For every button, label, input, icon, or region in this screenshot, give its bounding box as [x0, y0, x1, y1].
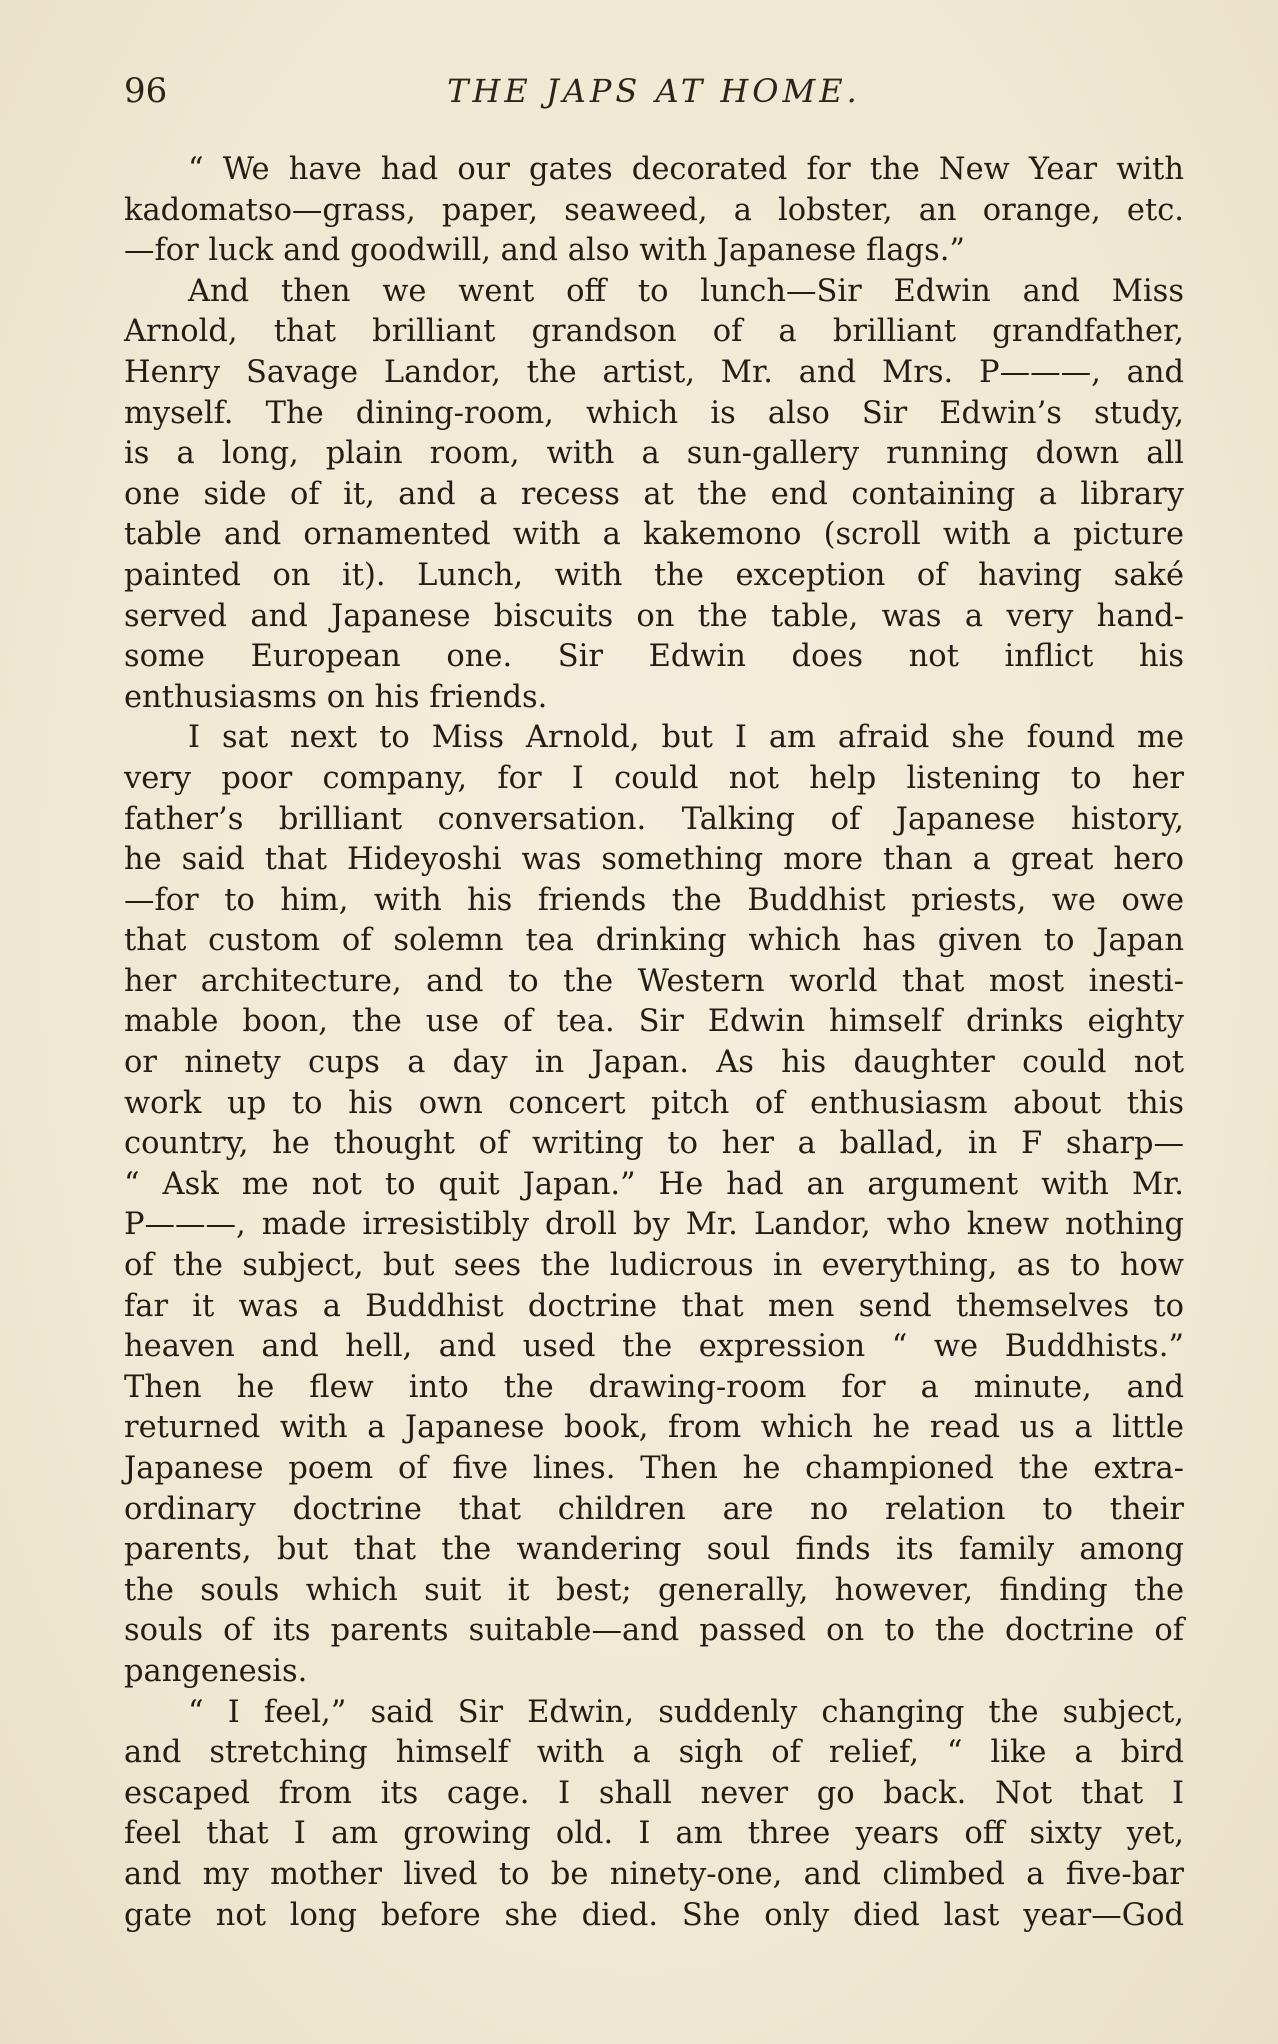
text-line: he said that Hideyoshi was something more than a great hero: [124, 842, 1184, 878]
text-line: far it was a Buddhist doctrine that men send themselves to: [124, 1288, 1184, 1324]
text-line: father’s brilliant conversation. Talking of Japanese history,: [124, 801, 1184, 837]
text-line: of the subject, but sees the ludicrous in everything, as to how: [124, 1248, 1184, 1284]
text-line: one side of it, and a recess at the end containing a library: [124, 476, 1184, 512]
text-line: work up to his own concert pitch of enthusiasm about this: [124, 1085, 1184, 1121]
text-line: country, he thought of writing to her a ballad, in F sharp—: [124, 1126, 1184, 1162]
text-line: and my mother lived to be ninety-one, and climbed a five-bar: [124, 1856, 1184, 1892]
text-line: Then he flew into the drawing-room for a minute, and: [124, 1369, 1184, 1405]
text-line: heaven and hell, and used the expression “ we Buddhists.”: [124, 1329, 1184, 1365]
text-line: is a long, plain room, with a sun-gallery running down all: [124, 436, 1184, 472]
text-line: “ We have had our gates decorated for the New Year with: [188, 152, 1184, 187]
text-line: her architecture, and to the Western world that most inesti-: [124, 963, 1184, 999]
text-line: Henry Savage Landor, the artist, Mr. and Mrs. P———, and: [124, 354, 1184, 390]
text-line: parents, but that the wandering soul finds its family among: [124, 1532, 1184, 1568]
text-line: mable boon, the use of tea. Sir Edwin himself drinks eighty: [124, 1004, 1184, 1040]
text-line: P———, made irresistibly droll by Mr. Landor, who knew nothing: [124, 1207, 1184, 1243]
text-line: some European one. Sir Edwin does not inflict his: [124, 639, 1184, 675]
text-line: “ Ask me not to quit Japan.” He had an argument with Mr.: [124, 1166, 1184, 1202]
text-line: souls of its parents suitable—and passed on to the doctrine of: [124, 1613, 1184, 1649]
text-line: “ I feel,” said Sir Edwin, suddenly changing the subject,: [188, 1694, 1184, 1730]
text-line: table and ornamented with a kakemono (scroll with a picture: [124, 517, 1184, 553]
page-number: 96: [124, 71, 168, 111]
text-line: painted on it). Lunch, with the exception of having saké: [124, 557, 1184, 593]
text-line: pangenesis.: [124, 1653, 308, 1689]
text-line: very poor company, for I could not help listening to her: [124, 760, 1184, 796]
text-line: Arnold, that brilliant grandson of a brilliant grandfather,: [124, 314, 1184, 350]
text-line: enthusiasms on his friends.: [124, 679, 548, 715]
text-line: returned with a Japanese book, from which he read us a little: [124, 1410, 1184, 1446]
text-line: or ninety cups a day in Japan. As his daughter could not: [124, 1045, 1184, 1081]
text-line: gate not long before she died. She only died last year—God: [124, 1897, 1184, 1933]
text-line: I sat next to Miss Arnold, but I am afraid she found me: [188, 720, 1184, 756]
text-line: —for to him, with his friends the Buddhist priests, we owe: [124, 882, 1184, 918]
text-line: myself. The dining-room, which is also Sir Edwin’s study,: [124, 395, 1184, 431]
text-line: feel that I am growing old. I am three years off sixty yet,: [124, 1816, 1184, 1852]
text-line: ordinary doctrine that children are no relation to their: [124, 1491, 1184, 1527]
text-line: And then we went off to lunch—Sir Edwin and Miss: [188, 273, 1184, 309]
running-head: THE JAPS AT HOME.: [447, 72, 861, 110]
text-line: that custom of solemn tea drinking which has given to Japan: [124, 923, 1184, 959]
text-line: —for luck and goodwill, and also with Japanese flags.”: [124, 233, 966, 269]
text-line: Japanese poem of five lines. Then he championed the extra-: [124, 1451, 1184, 1486]
text-line: escaped from its cage. I shall never go back. Not that I: [124, 1775, 1184, 1811]
text-line: and stretching himself with a sigh of relief, “ like a bird: [124, 1735, 1184, 1771]
text-line: the souls which suit it best; generally, however, finding the: [124, 1572, 1184, 1608]
text-line: kadomatso—grass, paper, seaweed, a lobster, an orange, etc.: [124, 192, 1184, 228]
page-header: [124, 66, 1184, 116]
body-text: [124, 150, 1184, 1936]
text-line: served and Japanese biscuits on the table, was a very hand-: [124, 598, 1184, 634]
